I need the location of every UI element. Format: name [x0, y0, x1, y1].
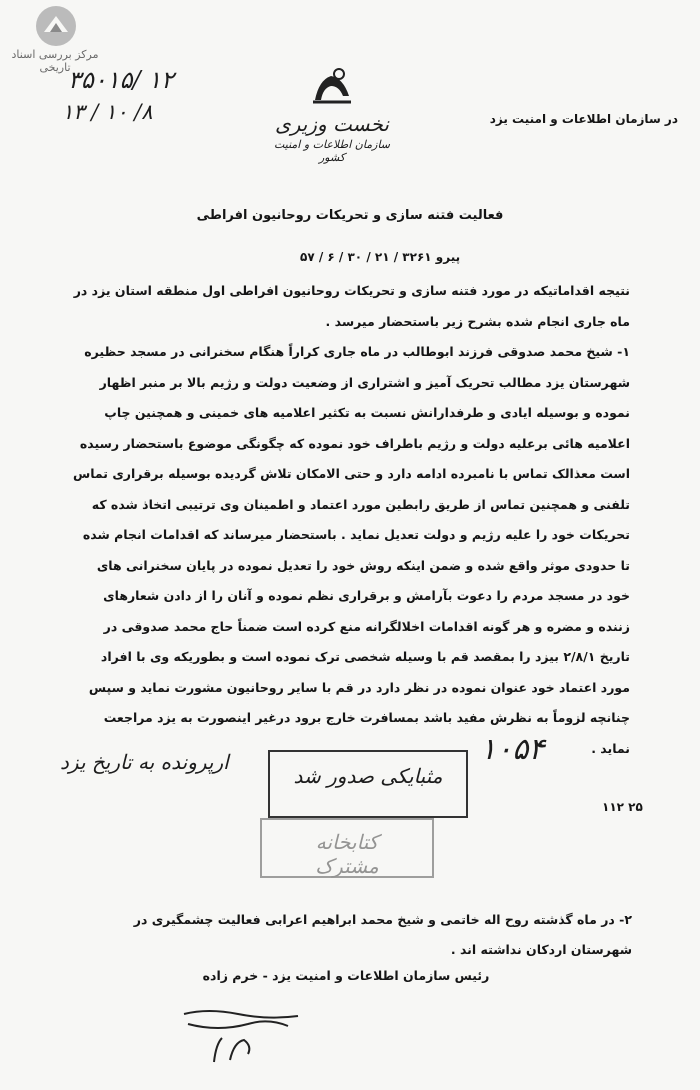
- stamp-faded: [260, 818, 434, 878]
- body-paragraph-intro: نتیجه اقداماتیکه در مورد فتنه سازی و تحریکات روحانیون افراطی اول منطقه استان یزد در ماه جاری انجام شده بشرح زیر باستحضار میرسد .: [73, 283, 630, 329]
- handwritten-signature: [178, 1002, 308, 1068]
- archive-watermark: [0, 0, 110, 74]
- stamp-primary-text: مثبایکی صدور شد: [293, 764, 443, 788]
- handwritten-number: ۱۰۵۴: [480, 732, 545, 767]
- letter-body: [70, 276, 630, 764]
- handwritten-letter-number: ۳۵۰۱۵/ ۱۲: [68, 66, 174, 94]
- small-page-number: ۱۱۲ ۲۵: [602, 800, 643, 814]
- item-2-text: ۲- در ماه گذشته روح اله خاتمی و شیخ محمد ابراهیم اعرابی فعالیت چشمگیری در شهرستان اردکان نداشته اند .: [133, 912, 632, 957]
- stamp-primary: [268, 750, 468, 818]
- body-paragraph-item-1: ۱- شیخ محمد صدوقی فرزند ابوطالب در ماه جاری کراراً هنگام سخنرانی در مسجد حظیره شهرستان یزد مطالب تحریک آمیز و اشتراری از وضعیت دولت و رژیم بالا بر منبر اظهار نموده و بوسیله ایادی و طرفدارانش نسبت به تکثیر اعلامیه های خمینی و همچنین چاپ اعلامیه هائی برعلیه دولت و رژیم باطراف خود نموده که چگونگی موضوع باستحضار رسیده است معذالک تماس با نامبرده ادامه دارد و حتی الامکان تلاش گردیده بوسیله برقراری تماس تلفنی و همچنین تماس از طریق رابطین مورد اعتماد و اطمینان وی ترتیبی اتخاذ شده که تحریکات خود را علیه رژیم و دولت تعدیل نماید . باستحضار میرساند که اقدامات انجام شده تا حدودی موثر واقع شده و ضمن اینکه روش خود را تعدیل نموده در پایان سخنرانی های خود در مسجد مردم را دعوت بآرامش و برقراری نظم نموده و آنان را از دادن شعارهای زننده و مضره و هر گونه اقدامات اخلالگرانه منع کرده است ضمناً حاج محمد صدوقی در تاریخ ۲/۸/۱ بیزد را بمقصد قم با وسیله شخصی ترک نموده است و بطوریکه وی با افراد مورد اعتماد خود عنوان نموده در نظر دارد در قم با سایر روحانیون مشورت نماید و سپس چنانچه لزوماً به نظرش مفید باشد بمسافرت خارج برود درغیر اینصورت به یزد مراجعت نماید .: [72, 344, 630, 756]
- handwritten-note: ارپرونده به تاریخ یزد: [60, 750, 229, 774]
- subject-line: فعالیت فتنه سازی و تحریکات روحانیون افراطی: [196, 208, 504, 223]
- letterhead-org-title: نخست وزیری: [275, 112, 389, 136]
- watermark-text: مرکز بررسی اسناد تاریخی: [11, 48, 99, 74]
- reference-line: پیرو ۳۲۶۱ / ۲۱ / ۳۰ / ۶ / ۵۷: [300, 250, 461, 264]
- letterhead: [262, 66, 402, 164]
- archive-center-logo-icon: [34, 4, 78, 48]
- lion-and-sun-emblem-icon: [309, 66, 355, 106]
- letterhead-sub-title: سازمان اطلاعات و امنیت کشور: [273, 138, 391, 164]
- closing-signatory: رئیس سازمان اطلاعات و امنیت یزد - خرم زاده: [202, 968, 490, 983]
- letter-item-2: [70, 905, 632, 965]
- stamp-faded-text: کتابخانه مشترک: [315, 830, 379, 878]
- handwritten-letter-date: ۱۳ / ۱۰ /۸: [62, 100, 153, 124]
- recipient-line: در سازمان اطلاعات و امنیت یزد: [489, 112, 678, 126]
